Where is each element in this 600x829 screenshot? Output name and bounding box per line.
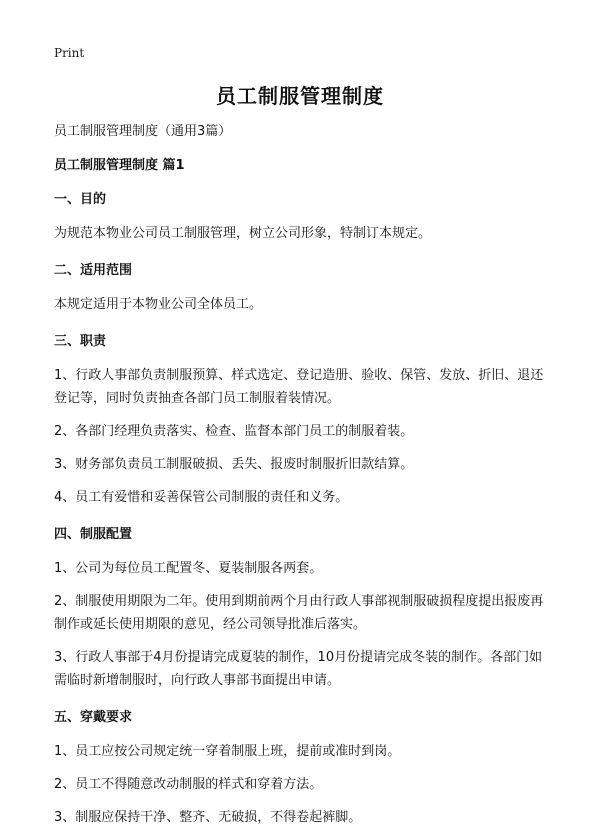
- section-heading: 一、目的: [54, 192, 107, 207]
- section-paragraph: 3、制服应保持干净、整齐、无破损，不得卷起裤脚。: [54, 810, 362, 825]
- section-paragraph: 3、行政人事部于4月份提请完成夏装的制作，10月份提请完成冬装的制作。各部门如需临时新增制服时，向行政人事部书面提出申请。: [54, 650, 543, 688]
- section-heading: 四、制服配置: [54, 527, 133, 542]
- print-label[interactable]: Print: [54, 46, 85, 60]
- section-heading: 二、适用范围: [54, 263, 133, 278]
- section-paragraph: 1、公司为每位员工配置冬、夏装制服各两套。: [54, 561, 323, 576]
- section-paragraph: 1、行政人事部负责制服预算、样式选定、登记造册、验收、保管、发放、折旧、退还登记等，同时负责抽查各部门员工制服着装情况。: [54, 368, 544, 406]
- section-paragraph: 2、员工不得随意改动制服的样式和穿着方法。: [54, 777, 323, 792]
- section-paragraph: 为规范本物业公司员工制服管理，树立公司形象，特制订本规定。: [54, 226, 432, 241]
- document-subtitle: 员工制服管理制度（通用3篇）: [54, 124, 232, 139]
- section-paragraph: 2、各部门经理负责落实、检查、监督本部门员工的制服着装。: [54, 424, 414, 439]
- section-paragraph: 4、员工有爱惜和妥善保管公司制服的责任和义务。: [54, 490, 349, 505]
- section-paragraph: 3、财务部负责员工制服破损、丢失、报废时制服折旧款结算。: [54, 457, 414, 472]
- section-heading: 三、职责: [54, 334, 107, 349]
- part-heading: 员工制服管理制度 篇1: [54, 158, 185, 173]
- section-paragraph: 本规定适用于本物业公司全体员工。: [54, 297, 263, 312]
- document-body: [54, 120, 550, 829]
- section-paragraph: 1、员工应按公司规定统一穿着制服上班，提前或准时到岗。: [54, 744, 401, 759]
- section-paragraph: 2、制服使用期限为二年。使用到期前两个月由行政人事部视制服破损程度提出报废再制作或延长使用期限的意见，经公司领导批准后落实。: [54, 594, 544, 632]
- section-heading: 五、穿戴要求: [54, 710, 133, 725]
- document-title: 员工制服管理制度: [216, 84, 384, 108]
